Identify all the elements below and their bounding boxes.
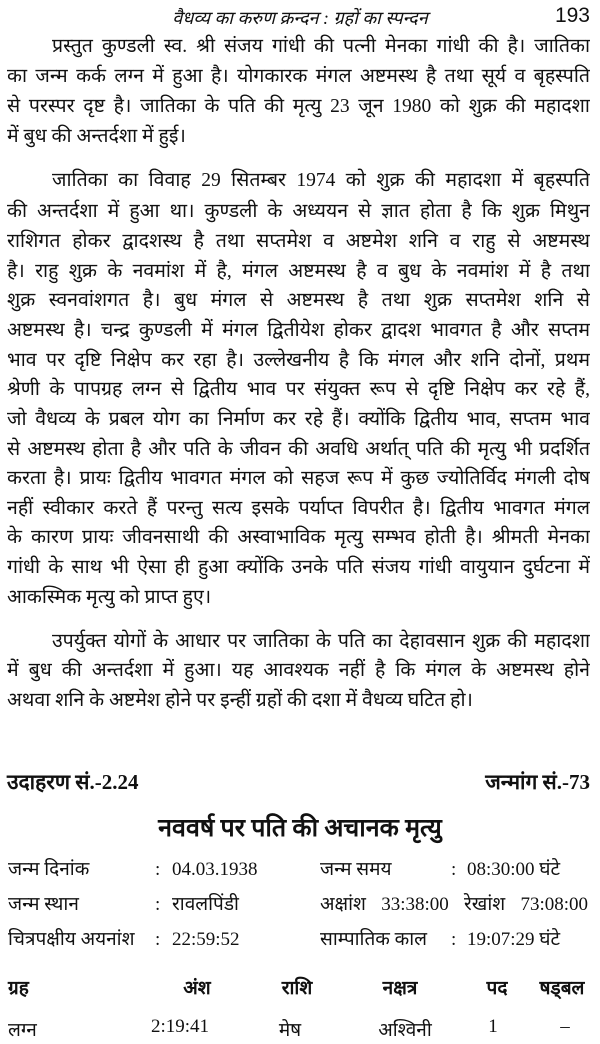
text-line: आकस्मिक मृत्यु को प्राप्त हुए। [7,587,212,608]
table-cell: मेष [278,1020,302,1041]
table-cell: 1 [488,1016,498,1037]
sidereal-time: 19:07:29 घंटे [467,929,561,950]
text-line: की अन्तर्दशा में हुआ था। कुण्डली के अध्ययन से ज्ञात होता है कि शुक्र मिथुन [7,201,590,222]
table-cell: 2:19:41 [150,1016,210,1037]
chapter-title: वैधव्य का करुण क्रन्दन : ग्रहों का स्पन्दन [172,8,428,28]
birth-time-label: जन्म समय [320,859,392,880]
text-line: गांधी के साथ भी ऐसा ही हुआ क्योंकि उनके पति संजय गांधी वायुयान दुर्घटना में [7,557,590,578]
column-header: अंश [183,978,211,999]
text-line: में बुध की अन्तर्दशा में हुआ। यह आवश्यक नहीं है कि मंगल के अष्टमस्थ होने [7,660,590,681]
text-line: नहीं स्वीकार करते हैं परन्तु सत्य इसके पर्याप्त विपरीत है। द्वितीय भावगत मंगल [7,498,590,519]
latitude-longitude: अक्षांश 33:38:00 रेखांश 73:08:00 [320,894,588,915]
text-line: से परस्पर दृष्ट है। जातिका के पति की मृत्यु 23 जून 1980 को शुक्र की महादशा [7,96,590,117]
sidereal-time-label: साम्पातिक काल [320,929,428,950]
column-header: राशि [281,978,313,999]
birth-place: रावलपिंडी [172,894,239,915]
text-line: प्रस्तुत कुण्डली स्व. श्री संजय गांधी की पत्नी मेनका गांधी की है। जातिका [52,36,590,57]
ayanamsha: 22:59:52 [172,929,240,950]
text-line: करता है। प्रायः द्वितीय भावगत मंगल को सहज रूप में कुछ ज्योतिर्विद मंगली दोष [7,468,590,489]
colon: : [451,929,457,950]
text-line: भाव पर दृष्टि निक्षेप कर रहा है। उल्लेखनीय है कि मंगल और शनि दोनों, प्रथम [7,350,590,371]
birth-date: 04.03.1938 [172,859,258,880]
text-line: उपर्युक्त योगों के आधार पर जातिका के पति का देहावसान शुक्र की महादशा [52,631,590,652]
text-line: अष्टमस्थ है। चन्द्र कुण्डली में मंगल द्वितीयेश होकर द्वादश भावगत है और सप्तम [7,320,590,341]
colon: : [155,929,161,950]
example-title: नववर्ष पर पति की अचानक मृत्यु [158,815,442,842]
text-line: जो वैधव्य के प्रबल योग का निर्माण कर रहे हैं। क्योंकि द्वितीय भाव, सप्तम भाव [7,409,590,430]
page-number: 193 [554,4,590,27]
colon: : [451,859,457,880]
text-line: में बुध की अन्तर्दशा में हुई। [7,126,186,147]
text-line: अथवा शनि के अष्टमेश होने पर इन्हीं ग्रहों की दशा में वैधव्य घटित हो। [7,690,473,711]
birth-time: 08:30:00 घंटे [467,859,561,880]
text-line: शुक्र स्वनवांशगत है। बुध मंगल से अष्टमस्थ है तथा शुक्र सप्तमेश शनि से [7,290,590,311]
ayanamsha-label: चित्रपक्षीय अयनांश [8,929,135,950]
running-header [0,2,600,32]
birth-place-label: जन्म स्थान [8,894,79,915]
text-line: के कारण प्रायः जीवनसाथी की अस्वाभाविक मृत्यु सम्भव होती है। श्रीमती मेनका [7,527,590,548]
text-line: से अष्टमस्थ होता है और पति के जीवन की अवधि अर्थात् पति की मृत्यु भी प्रदर्शित [7,439,590,460]
birth-date-label: जन्म दिनांक [8,859,90,880]
text-line: है। राहु शुक्र के नवमांश में है, मंगल अष्टमस्थ है व बुध के नवमांश में है तथा [7,261,590,282]
table-cell: लग्न [8,1020,37,1041]
column-header: नक्षत्र [382,978,418,999]
table-cell: अश्विनी [378,1020,432,1041]
column-header: पद [486,978,508,999]
column-header: ग्रह [8,978,29,999]
chart-number: जन्मांग सं.-73 [485,770,590,794]
text-line: श्रेणी के पापग्रह लग्न से द्वितीय भाव पर संयुक्त रूप से दृष्टि निक्षेप कर रहे हैं, [7,379,590,400]
text-line: जातिका का विवाह 29 सितम्बर 1974 को शुक्र की महादशा में बृहस्पति [52,170,590,191]
colon: : [155,894,161,915]
column-header: षड्बल [539,978,585,999]
table-cell: – [560,1016,570,1037]
example-number: उदाहरण सं.-2.24 [7,770,139,794]
text-line: का जन्म कर्क लग्न में हुआ है। योगकारक मंगल अष्टमस्थ है तथा सूर्य व बृहस्पति [7,66,590,87]
text-line: राशिगत होकर द्वादशस्थ है तथा सप्तमेश व अष्टमेश शनि व राहु से अष्टमस्थ [7,231,590,252]
colon: : [155,859,161,880]
